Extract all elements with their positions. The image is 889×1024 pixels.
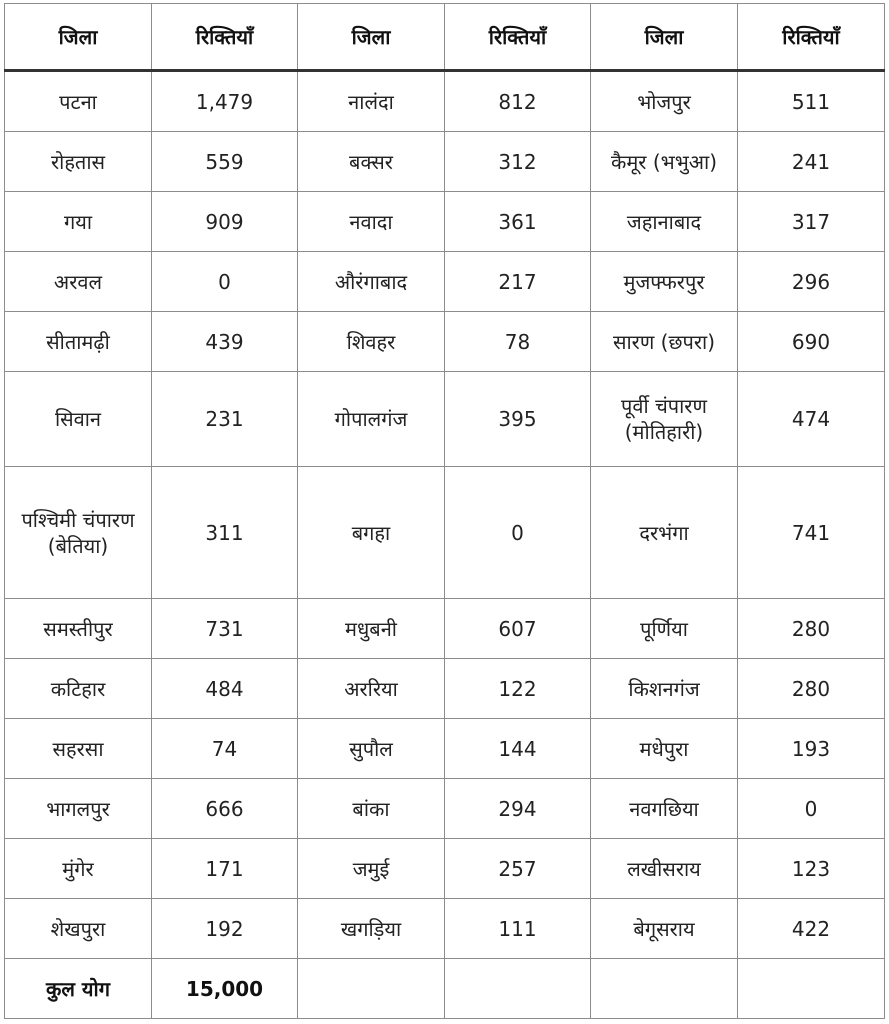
vacancy-cell: 395 — [445, 372, 591, 467]
header-vacancies-1: रिक्तियाँ — [152, 4, 298, 71]
district-cell: जहानाबाद — [591, 192, 738, 252]
vacancy-cell: 1,479 — [152, 71, 298, 132]
header-district-3: जिला — [591, 4, 738, 71]
vacancy-cell: 474 — [738, 372, 885, 467]
table-row — [5, 467, 885, 599]
table-row — [5, 252, 885, 312]
vacancy-cell: 217 — [445, 252, 591, 312]
district-cell: शेखपुरा — [5, 899, 152, 959]
empty-cell — [445, 959, 591, 1019]
vacancy-cell: 559 — [152, 132, 298, 192]
district-cell: किशनगंज — [591, 659, 738, 719]
district-cell: मुंगेर — [5, 839, 152, 899]
vacancy-cell: 0 — [152, 252, 298, 312]
vacancy-cell: 294 — [445, 779, 591, 839]
vacancy-cell: 812 — [445, 71, 591, 132]
header-vacancies-2: रिक्तियाँ — [445, 4, 591, 71]
district-cell: मुजफ्फरपुर — [591, 252, 738, 312]
total-label: कुल योग — [5, 959, 152, 1019]
vacancy-cell: 909 — [152, 192, 298, 252]
table-row — [5, 659, 885, 719]
table-row — [5, 839, 885, 899]
vacancy-cell: 123 — [738, 839, 885, 899]
district-cell: बक्सर — [298, 132, 445, 192]
district-cell: सहरसा — [5, 719, 152, 779]
vacancy-cell: 439 — [152, 312, 298, 372]
district-cell: भोजपुर — [591, 71, 738, 132]
vacancy-cell: 741 — [738, 467, 885, 599]
district-cell: अररिया — [298, 659, 445, 719]
table-row — [5, 192, 885, 252]
vacancy-cell: 690 — [738, 312, 885, 372]
table-row — [5, 312, 885, 372]
district-cell: नवादा — [298, 192, 445, 252]
vacancy-cell: 231 — [152, 372, 298, 467]
vacancy-cell: 511 — [738, 71, 885, 132]
district-cell: रोहतास — [5, 132, 152, 192]
district-cell: गोपालगंज — [298, 372, 445, 467]
district-cell: पश्चिमी चंपारण (बेतिया) — [5, 467, 152, 599]
district-cell: समस्तीपुर — [5, 599, 152, 659]
district-cell: खगड़िया — [298, 899, 445, 959]
vacancy-cell: 296 — [738, 252, 885, 312]
total-row — [5, 959, 885, 1019]
vacancy-cell: 144 — [445, 719, 591, 779]
table-row — [5, 599, 885, 659]
table-row — [5, 779, 885, 839]
vacancy-cell: 484 — [152, 659, 298, 719]
vacancy-cell: 0 — [738, 779, 885, 839]
vacancy-cell: 122 — [445, 659, 591, 719]
vacancy-cell: 361 — [445, 192, 591, 252]
header-row — [5, 4, 885, 71]
district-cell: कैमूर (भभुआ) — [591, 132, 738, 192]
vacancy-cell: 311 — [152, 467, 298, 599]
vacancy-cell: 171 — [152, 839, 298, 899]
vacancy-cell: 280 — [738, 659, 885, 719]
district-cell: पटना — [5, 71, 152, 132]
district-cell: दरभंगा — [591, 467, 738, 599]
header-district-1: जिला — [5, 4, 152, 71]
district-cell: लखीसराय — [591, 839, 738, 899]
district-cell: गया — [5, 192, 152, 252]
district-cell: मधेपुरा — [591, 719, 738, 779]
district-cell: शिवहर — [298, 312, 445, 372]
district-cell: औरंगाबाद — [298, 252, 445, 312]
district-cell: सिवान — [5, 372, 152, 467]
vacancy-cell: 241 — [738, 132, 885, 192]
vacancy-cell: 422 — [738, 899, 885, 959]
district-cell: सारण (छपरा) — [591, 312, 738, 372]
district-cell: अरवल — [5, 252, 152, 312]
table-row — [5, 719, 885, 779]
district-cell: बगहा — [298, 467, 445, 599]
vacancy-cell: 111 — [445, 899, 591, 959]
vacancy-cell: 78 — [445, 312, 591, 372]
district-cell: नालंदा — [298, 71, 445, 132]
district-cell: कटिहार — [5, 659, 152, 719]
total-value: 15,000 — [152, 959, 298, 1019]
empty-cell — [591, 959, 738, 1019]
vacancy-cell: 666 — [152, 779, 298, 839]
vacancy-cell: 257 — [445, 839, 591, 899]
district-cell: पूर्णिया — [591, 599, 738, 659]
table-row — [5, 372, 885, 467]
district-cell: सुपौल — [298, 719, 445, 779]
table-row — [5, 132, 885, 192]
table-row — [5, 899, 885, 959]
vacancy-cell: 731 — [152, 599, 298, 659]
district-cell: मधुबनी — [298, 599, 445, 659]
table-row — [5, 71, 885, 132]
vacancy-cell: 607 — [445, 599, 591, 659]
vacancy-cell: 192 — [152, 899, 298, 959]
vacancy-cell: 193 — [738, 719, 885, 779]
vacancy-cell: 280 — [738, 599, 885, 659]
district-cell: बेगूसराय — [591, 899, 738, 959]
vacancy-table — [4, 3, 885, 1019]
vacancy-cell: 312 — [445, 132, 591, 192]
district-cell: नवगछिया — [591, 779, 738, 839]
district-cell: पूर्वी चंपारण (मोतिहारी) — [591, 372, 738, 467]
district-cell: जमुई — [298, 839, 445, 899]
empty-cell — [298, 959, 445, 1019]
vacancy-cell: 317 — [738, 192, 885, 252]
vacancy-cell: 74 — [152, 719, 298, 779]
vacancy-cell: 0 — [445, 467, 591, 599]
header-vacancies-3: रिक्तियाँ — [738, 4, 885, 71]
district-cell: सीतामढ़ी — [5, 312, 152, 372]
empty-cell — [738, 959, 885, 1019]
header-district-2: जिला — [298, 4, 445, 71]
district-cell: भागलपुर — [5, 779, 152, 839]
district-cell: बांका — [298, 779, 445, 839]
